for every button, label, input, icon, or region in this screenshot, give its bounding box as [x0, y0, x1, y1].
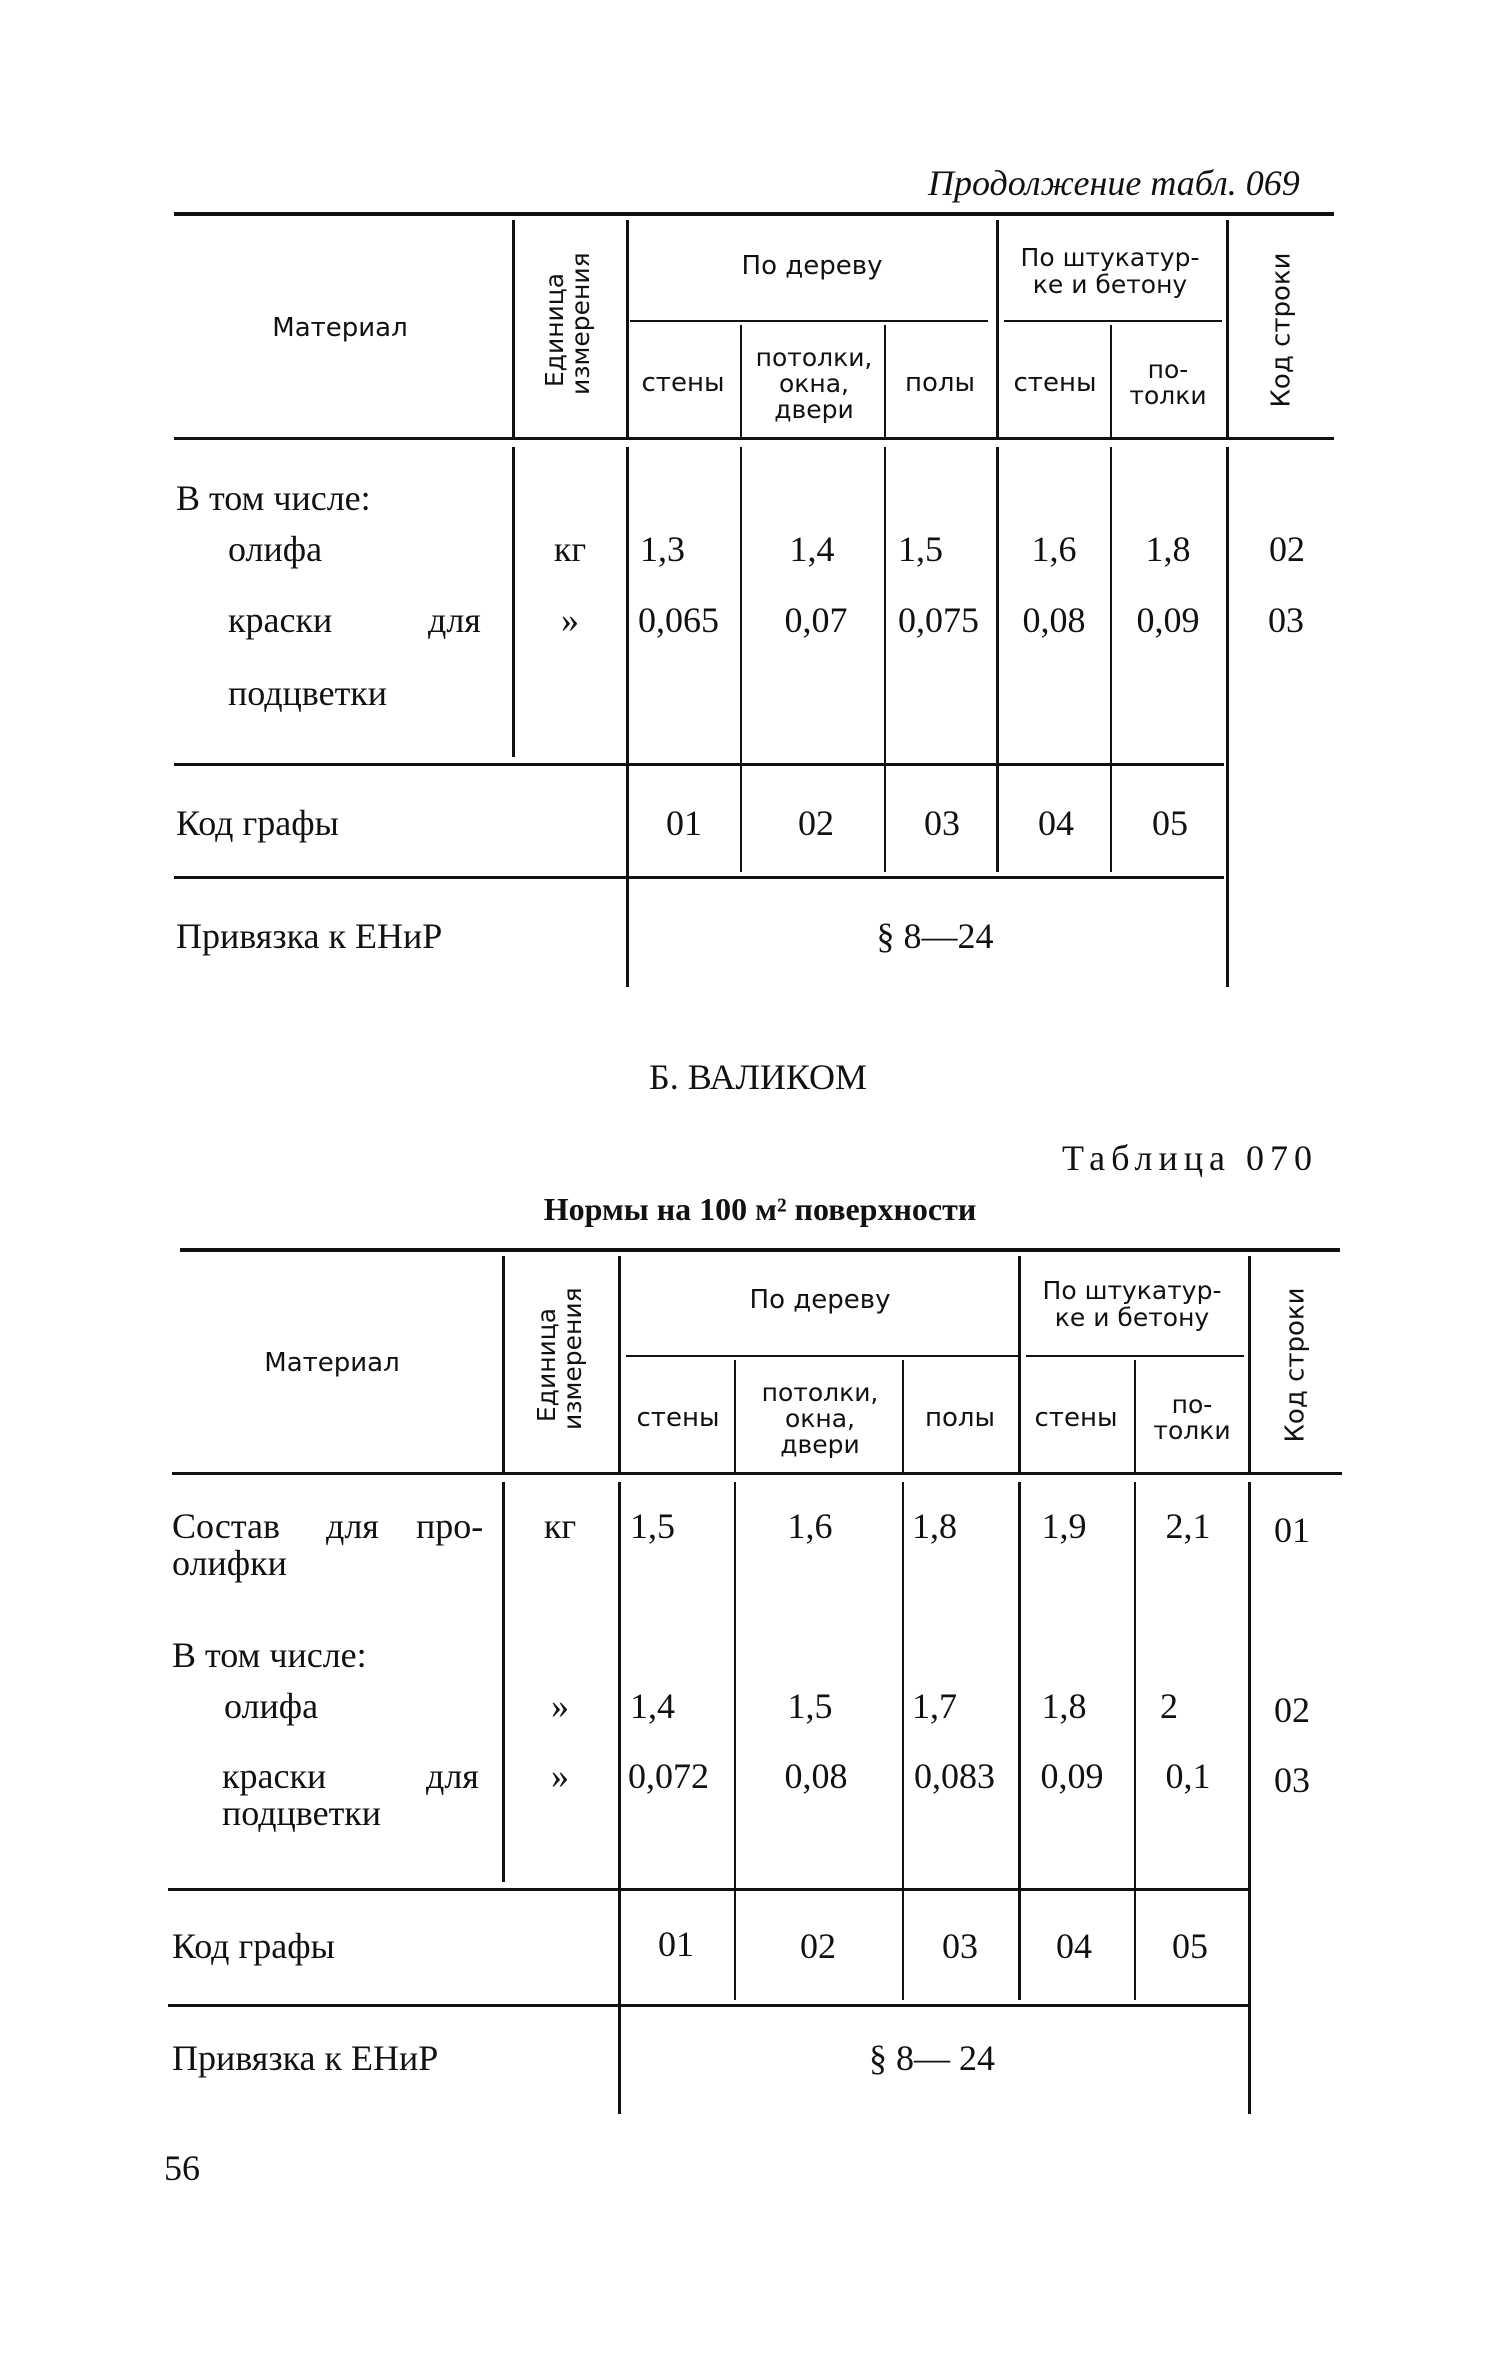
cell-value: 0,09 [1040, 1756, 1104, 1796]
vline-c2 [884, 447, 886, 872]
vline-c2-hdr [902, 1360, 904, 1472]
row-label-dlya: для [428, 600, 481, 640]
page-caption: Продолжение табл. 069 [928, 163, 1300, 203]
vline-code [1248, 1482, 1251, 2114]
vline-c1 [740, 447, 742, 872]
header-potolki-3: двери [774, 395, 854, 424]
header-potolki2-1: по- [1147, 355, 1189, 384]
row-label-podcvetki: подцветки [222, 1793, 382, 1833]
kod-grafy-label: Код графы [172, 1926, 335, 1966]
cell-value: 1,5 [898, 529, 943, 569]
vline-unit-right [618, 1482, 621, 2114]
vline-unit-right-hdr [626, 220, 629, 438]
row-label-olifki: олифки [172, 1543, 287, 1583]
body-bottom-rule [174, 763, 1224, 766]
header-po-shtukaturke-2: ке и бетону [1032, 270, 1188, 299]
kod-grafy-cell: 02 [800, 1926, 836, 1966]
header-steny2: стены [1013, 368, 1097, 398]
cell-value: 1,5 [630, 1506, 675, 1546]
kod-grafy-cell: 02 [798, 803, 834, 843]
header-unit-text: Единица измерения [539, 252, 595, 395]
vline-c3 [996, 447, 999, 872]
vline-code [1226, 447, 1229, 987]
vline-c3-hdr [996, 220, 999, 438]
cell-value: 1,6 [1031, 529, 1077, 569]
header-unit-text: Единица измерения [531, 1287, 587, 1430]
header-bottom-rule [174, 437, 1334, 440]
header-steny2: стены [1034, 1403, 1118, 1433]
kod-grafy-bottom-rule [168, 2004, 1248, 2007]
header-potolki2-2: толки [1153, 1416, 1231, 1445]
cell-value: 1,8 [1041, 1686, 1087, 1726]
cell-value: 0,065 [638, 600, 719, 640]
cell-value: 0,08 [1022, 600, 1086, 640]
header-poly: полы [904, 368, 976, 398]
kod-grafy-cell: 04 [1056, 1926, 1092, 1966]
header-material: Материал [272, 313, 408, 343]
cell-value: 1,5 [787, 1686, 833, 1726]
table-top-rule [180, 1248, 1340, 1252]
vline-code-hdr [1226, 220, 1229, 438]
privyazka-value: § 8—24 [876, 916, 994, 956]
row-unit: кг [543, 1506, 577, 1546]
header-bottom-rule [172, 1472, 1342, 1475]
kod-grafy-cell: 03 [924, 803, 960, 843]
kod-grafy-cell: 01 [666, 803, 702, 843]
header-potolki-2: окна, [778, 369, 850, 398]
row-label-olifa: олифа [224, 1686, 319, 1726]
kod-grafy-cell: 01 [658, 1924, 694, 1964]
row-unit: » [551, 1686, 569, 1726]
kod-grafy-cell: 04 [1038, 803, 1074, 843]
cell-code: 01 [1274, 1510, 1310, 1550]
cell-value: 0,09 [1136, 600, 1200, 640]
cell-code: 02 [1274, 1690, 1310, 1730]
header-po-shtukaturke-1: По штукатур- [1020, 243, 1200, 272]
cell-value: 0,072 [628, 1756, 709, 1796]
kod-grafy-bottom-rule [174, 876, 1224, 879]
header-potolki-1: потолки, [755, 343, 873, 372]
header-steny: стены [641, 368, 725, 398]
table-caption: Таблица 070 [1062, 1138, 1318, 1178]
header-steny: стены [636, 1403, 720, 1433]
cell-value: 0,083 [914, 1756, 995, 1796]
cell-value: 0,07 [784, 600, 848, 640]
kod-grafy-cell: 03 [942, 1926, 978, 1966]
kod-grafy-cell: 05 [1152, 803, 1188, 843]
cell-value: 1,6 [787, 1506, 833, 1546]
row-label-v-tom-chisle: В том числе: [172, 1635, 367, 1675]
row-label-pro: про- [416, 1506, 484, 1546]
header-potolki-2: окна, [784, 1404, 856, 1433]
vline-unit-left-hdr [512, 220, 515, 438]
privyazka-label: Привязка к ЕНиР [176, 916, 443, 956]
vline-c3-hdr [1018, 1256, 1021, 1472]
cell-value: 1,9 [1041, 1506, 1087, 1546]
cell-value: 1,4 [789, 529, 835, 569]
privyazka-value: § 8— 24 [869, 2038, 995, 2078]
cell-value: 0,075 [898, 600, 979, 640]
vline-c1 [734, 1482, 736, 2000]
row-unit: » [551, 1756, 569, 1796]
cell-code: 02 [1269, 529, 1305, 569]
table-top-rule [174, 212, 1334, 216]
cell-value: 1,8 [912, 1506, 957, 1546]
cell-value: 1,3 [640, 529, 685, 569]
vline-c3 [1018, 1482, 1021, 2000]
header-kod-stroki: Код строки [1266, 252, 1297, 408]
header-potolki2-2: толки [1129, 381, 1207, 410]
row-label-kraski: краски [222, 1756, 327, 1796]
vline-c4 [1134, 1482, 1136, 2000]
kod-grafy-cell: 05 [1172, 1926, 1208, 1966]
header-po-shtukaturke-1: По штукатур- [1042, 1276, 1222, 1305]
vline-c4-hdr [1110, 325, 1112, 437]
header-unit [539, 252, 595, 395]
row-unit: кг [553, 529, 587, 569]
vline-unit-left-hdr [502, 1256, 505, 1472]
row-label-podcvetki: подцветки [228, 673, 388, 713]
cell-value: 1,8 [1145, 529, 1191, 569]
vline-c4 [1110, 447, 1112, 872]
vline-code-hdr [1248, 1256, 1251, 1472]
cell-code: 03 [1268, 600, 1304, 640]
cell-value: 1,4 [630, 1686, 675, 1726]
header-poly: полы [924, 1403, 996, 1433]
header-sub-rule-wood [630, 320, 988, 322]
page-number: 56 [164, 2148, 200, 2188]
cell-code: 03 [1274, 1760, 1310, 1800]
header-po-derevu: По дереву [749, 1285, 891, 1315]
header-unit [531, 1287, 587, 1430]
cell-value: 2 [1160, 1686, 1178, 1726]
cell-value: 0,08 [784, 1756, 848, 1796]
row-label-dlya: для [426, 1756, 479, 1796]
vline-unit-right [626, 447, 629, 987]
vline-c4-hdr [1134, 1360, 1136, 1472]
header-potolki2-1: по- [1171, 1390, 1213, 1419]
row-unit: » [561, 600, 579, 640]
header-material: Материал [264, 1348, 400, 1378]
vline-unit-left [512, 447, 515, 757]
header-sub-rule-wood [626, 1355, 1018, 1357]
vline-c2 [902, 1482, 904, 2000]
cell-value: 0,1 [1165, 1756, 1211, 1796]
vline-c1-hdr [734, 1360, 736, 1472]
header-po-derevu: По дереву [741, 251, 883, 281]
vline-unit-left [502, 1482, 505, 1882]
section-title: Б. ВАЛИКОМ [649, 1057, 867, 1097]
header-sub-rule-plaster [1004, 320, 1222, 322]
row-label-kraski: краски [228, 600, 333, 640]
body-bottom-rule [168, 1888, 1248, 1891]
kod-grafy-label: Код графы [176, 803, 339, 843]
header-sub-rule-plaster [1026, 1355, 1244, 1357]
cell-value: 1,7 [912, 1686, 957, 1726]
header-kod-stroki: Код строки [1280, 1287, 1311, 1443]
vline-unit-right-hdr [618, 1256, 621, 1472]
header-po-shtukaturke-2: ке и бетону [1054, 1303, 1210, 1332]
table-subtitle: Нормы на 100 м² поверхности [543, 1191, 977, 1227]
row-label-dlya: для [326, 1506, 379, 1546]
header-potolki-1: потолки, [761, 1378, 879, 1407]
vline-c2-hdr [884, 325, 886, 437]
cell-value: 2,1 [1165, 1506, 1211, 1546]
row-label-v-tom-chisle: В том числе: [176, 478, 371, 518]
header-potolki-3: двери [780, 1430, 860, 1459]
row-label-olifa: олифа [228, 529, 323, 569]
row-label-sostav: Состав [172, 1506, 281, 1546]
vline-c1-hdr [740, 325, 742, 437]
privyazka-label: Привязка к ЕНиР [172, 2038, 439, 2078]
